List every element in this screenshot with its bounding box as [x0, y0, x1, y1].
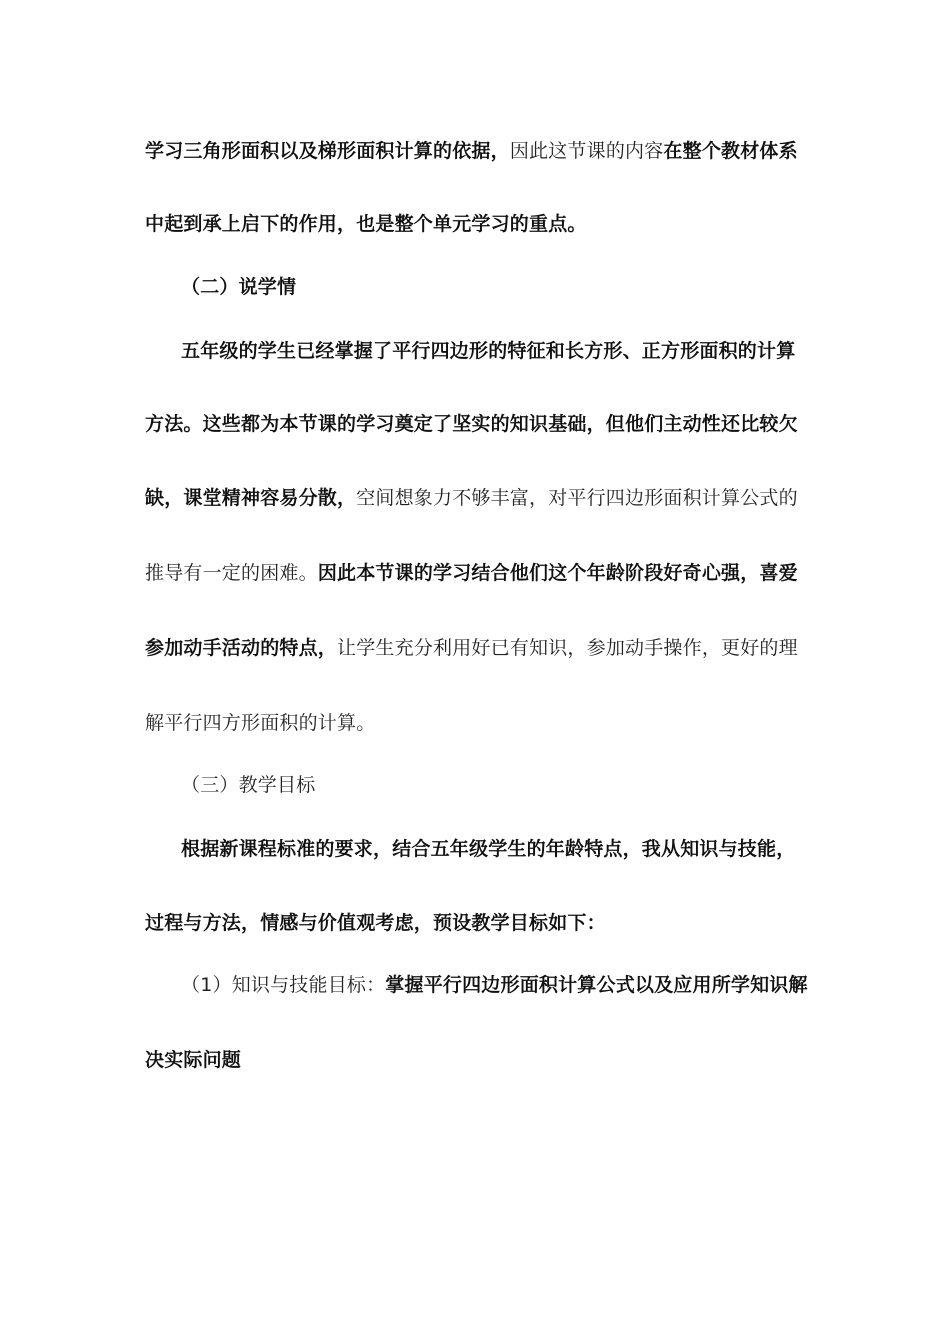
paragraph-line — [145, 137, 798, 165]
bold-text: 方法。这些都为本节课的学习奠定了坚实的知识基础，但他们主动性还比较欠 — [145, 413, 798, 435]
heading-text: （二）说学情 — [181, 276, 297, 298]
bold-text: 根据新课程标准的要求，结合五年级学生的年龄特点，我从知识与技能， — [181, 838, 796, 860]
bold-text: 参加动手活动的特点， — [145, 637, 338, 659]
paragraph-line — [145, 909, 606, 937]
normal-text: 让学生充分利用好已有知识，参加动手操作，更好的理 — [337, 637, 798, 659]
bold-text: 中起到承上启下的作用，也是整个单元学习的重点。 — [145, 213, 587, 235]
bold-text: 决实际问题 — [145, 1049, 242, 1071]
bold-text: 掌握平行四边形面积计算公式以及应用所学知识解 — [385, 974, 808, 996]
bold-text: 在整个教材体系 — [663, 140, 798, 162]
paragraph-line — [145, 410, 798, 438]
section-heading-learner-analysis — [181, 273, 296, 301]
bold-text: 学习三角形面积以及梯形面积计算的依据， — [145, 140, 510, 162]
normal-text: 因此这节课的内容 — [509, 140, 664, 162]
paragraph-line — [145, 634, 798, 662]
heading-text: （三）教学目标 — [181, 774, 316, 796]
normal-text: 空间想象力不够丰富，对平行四边形面积计算公式的 — [356, 487, 798, 509]
goal-line — [181, 971, 808, 999]
bold-text: 过程与方法，情感与价值观考虑，预设教学目标如下： — [145, 912, 606, 934]
paragraph-line — [145, 709, 375, 737]
bold-text: 五年级的学生已经掌握了平行四边形的特征和长方形、正方形面积的计算 — [181, 340, 796, 362]
paragraph-line — [145, 484, 798, 512]
paragraph-line — [145, 559, 798, 587]
paragraph-line — [181, 835, 795, 863]
normal-text: （1）知识与技能目标： — [181, 974, 386, 996]
normal-text: 推导有一定的困难。 — [145, 562, 318, 584]
section-heading-teaching-goals — [181, 771, 315, 799]
paragraph-line — [145, 210, 587, 238]
bold-text: 缺，课堂精神容易分散， — [145, 487, 357, 509]
goal-line — [145, 1046, 241, 1074]
normal-text: 解平行四方形面积的计算。 — [145, 712, 376, 734]
bold-text: 因此本节课的学习结合他们这个年龄阶段好奇心强，喜爱 — [317, 562, 798, 584]
paragraph-line — [181, 337, 795, 365]
